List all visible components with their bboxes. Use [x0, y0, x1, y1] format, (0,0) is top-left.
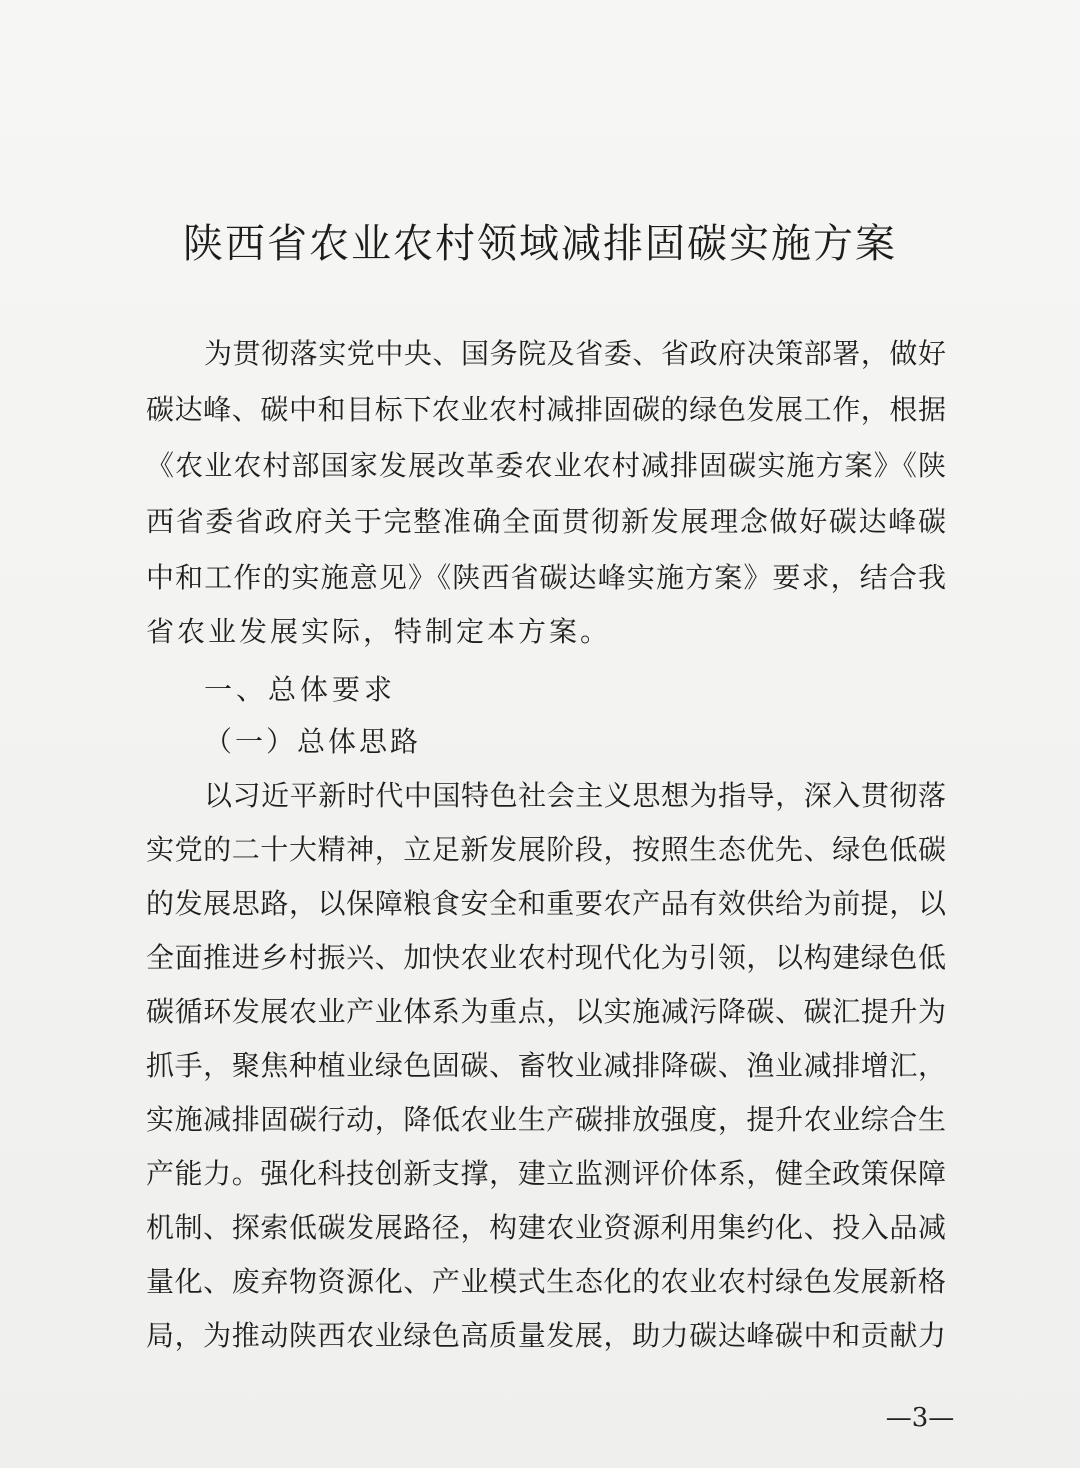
- body-line-11: 局，为推动陕西农业绿色高质量发展，助力碳达峰碳中和贡献力: [146, 1319, 946, 1352]
- body-line-9: 机制、探索低碳发展路径，构建农业资源利用集约化、投入品减: [146, 1211, 946, 1244]
- page-number: —3—: [885, 1403, 955, 1433]
- section-heading: 一、总体要求: [204, 673, 397, 706]
- body-line-8: 产能力。强化科技创新支撑，建立监测评价体系，健全政策保障: [146, 1157, 946, 1190]
- body-line-6: 抓手，聚焦种植业绿色固碳、畜牧业减排降碳、渔业减排增汇，: [146, 1049, 946, 1082]
- body-line-7: 实施减排固碳行动，降低农业生产碳排放强度，提升农业综合生: [146, 1103, 946, 1136]
- document-title: 陕西省农业农村领域减排固碳实施方案: [183, 221, 897, 267]
- intro-line-5: 中和工作的实施意见》《陕西省碳达峰实施方案》要求，结合我: [146, 561, 946, 594]
- body-line-5: 碳循环发展农业产业体系为重点，以实施减污降碳、碳汇提升为: [146, 995, 946, 1028]
- body-line-1: 以习近平新时代中国特色社会主义思想为指导，深入贯彻落: [204, 779, 946, 812]
- intro-line-4: 西省委省政府关于完整准确全面贯彻新发展理念做好碳达峰碳: [146, 505, 946, 538]
- body-line-10: 量化、废弃物资源化、产业模式生态化的农业农村绿色发展新格: [146, 1265, 946, 1298]
- intro-line-6: 省农业发展实际，特制定本方案。: [146, 615, 612, 648]
- body-line-3: 的发展思路，以保障粮食安全和重要农产品有效供给为前提，以: [146, 887, 946, 920]
- body-line-2: 实党的二十大精神，立足新发展阶段，按照生态优先、绿色低碳: [146, 833, 946, 866]
- subsection-heading: （一）总体思路: [204, 725, 422, 758]
- intro-line-3: 《农业农村部国家发展改革委农业农村减排固碳实施方案》《陕: [146, 449, 946, 482]
- intro-line-2: 碳达峰、碳中和目标下农业农村减排固碳的绿色发展工作，根据: [146, 393, 946, 426]
- intro-line-1: 为贯彻落实党中央、国务院及省委、省政府决策部署，做好: [204, 337, 946, 370]
- body-line-4: 全面推进乡村振兴、加快农业农村现代化为引领，以构建绿色低: [146, 941, 946, 974]
